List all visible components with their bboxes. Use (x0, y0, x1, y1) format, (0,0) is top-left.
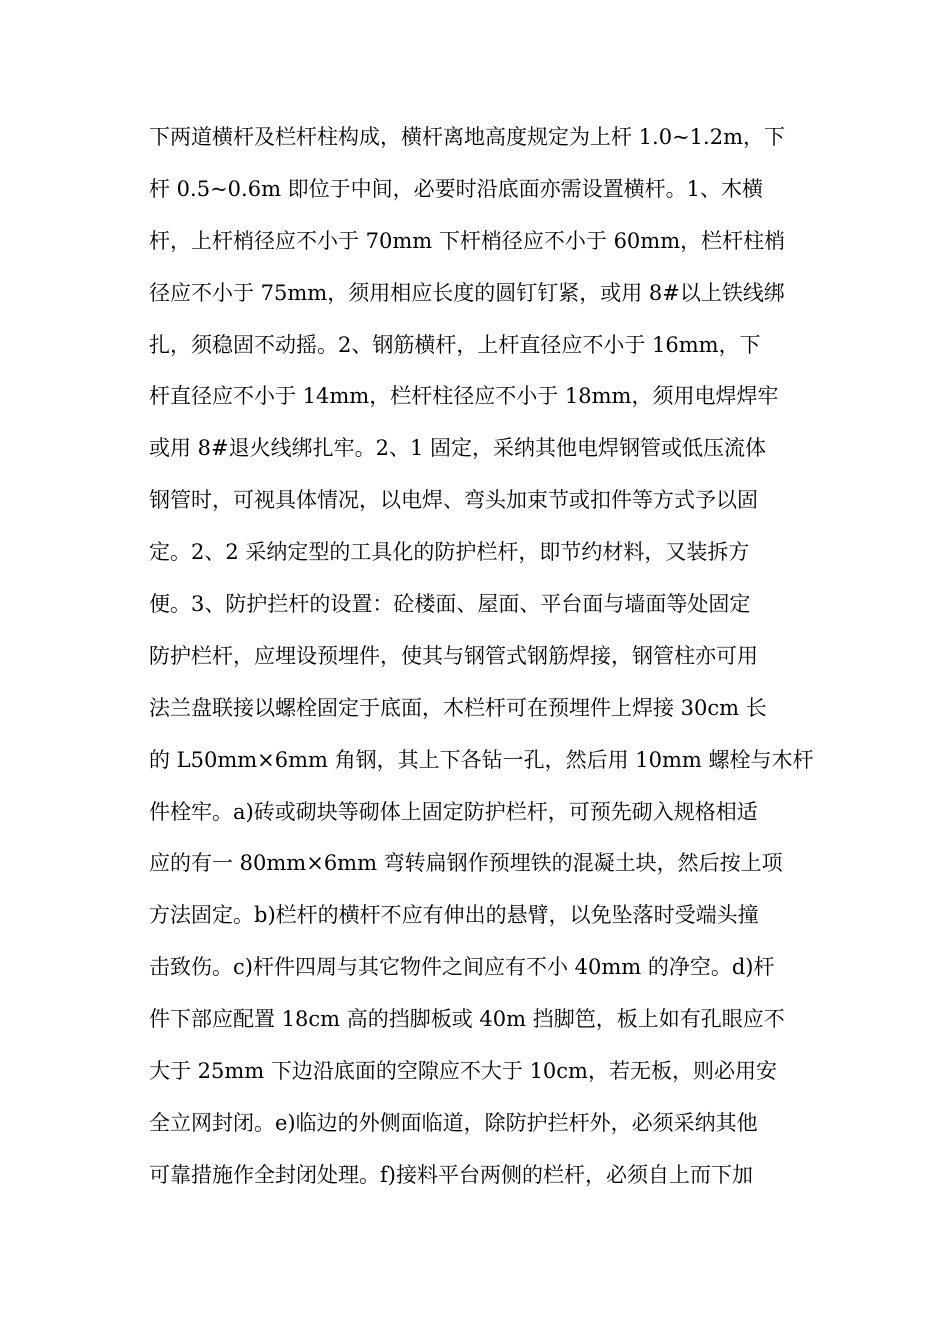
text-line: 防护栏杆，应埋设预埋件，使其与钢管式钢筋焊接，钢管柱亦可用 (149, 643, 758, 668)
text-line: 件下部应配置 18cm 高的挡脚板或 40m 挡脚笆，板上如有孔眼应不 (149, 1007, 785, 1032)
text-line: 定。2、2 采纳定型的工具化的防护栏杆，即节约材料，又装拆方 (149, 540, 750, 565)
text-line: 可靠措施作全封闭处理。f)接料平台两侧的栏杆，必须自上而下加 (149, 1162, 753, 1187)
text-line: 法兰盘联接以螺栓固定于底面，木栏杆可在预埋件上焊接 30cm 长 (149, 695, 767, 720)
text-line: 便。3、防护拦杆的设置：砼楼面、屋面、平台面与墙面等处固定 (149, 592, 751, 617)
text-line: 方法固定。b)栏杆的横杆不应有伸出的悬臂，以免坠落时受端头撞 (149, 903, 759, 928)
text-line: 杆直径应不小于 14mm，栏杆柱径应不小于 18mm，须用电焊焊牢 (149, 384, 779, 409)
text-line: 件栓牢。a)砖或砌块等砌体上固定防护栏杆，可预先砌入规格相适 (149, 799, 758, 824)
body-paragraph (149, 112, 814, 1202)
text-line: 应的有一 80mm×6mm 弯转扁钢作预埋铁的混凝土块，然后按上项 (149, 851, 783, 876)
text-line: 全立网封闭。e)临边的外侧面临道，除防护拦杆外，必须采纳其他 (149, 1110, 758, 1135)
text-line: 击致伤。c)杆件四周与其它物件之间应有不小 40mm 的净空。d)杆 (149, 955, 775, 980)
text-line: 的 L50mm×6mm 角钢，其上下各钻一孔，然后用 10mm 螺栓与木杆 (149, 747, 814, 772)
text-line: 扎，须稳固不动摇。2、钢筋横杆，上杆直径应不小于 16mm，下 (149, 332, 761, 357)
text-line: 杆 0.5~0.6m 即位于中间，必要时沿底面亦需设置横杆。1、木横 (149, 176, 764, 201)
text-line: 下两道横杆及栏杆柱构成，横杆离地高度规定为上杆 1.0~1.2m，下 (149, 125, 785, 149)
text-line: 径应不小于 75mm，须用相应长度的圆钉钉紧，或用 8#以上铁线绑 (149, 280, 785, 305)
text-line: 大于 25mm 下边沿底面的空隙应不大于 10cm，若无板，则必用安 (149, 1059, 777, 1084)
text-line: 钢管时，可视具体情况，以电焊、弯头加束节或扣件等方式予以固 (149, 488, 758, 513)
text-line: 或用 8#退火线绑扎牢。2、1 固定，采纳其他电焊钢管或低压流体 (149, 436, 767, 461)
text-line: 杆，上杆梢径应不小于 70mm 下杆梢径应不小于 60mm，栏杆柱梢 (149, 228, 786, 253)
